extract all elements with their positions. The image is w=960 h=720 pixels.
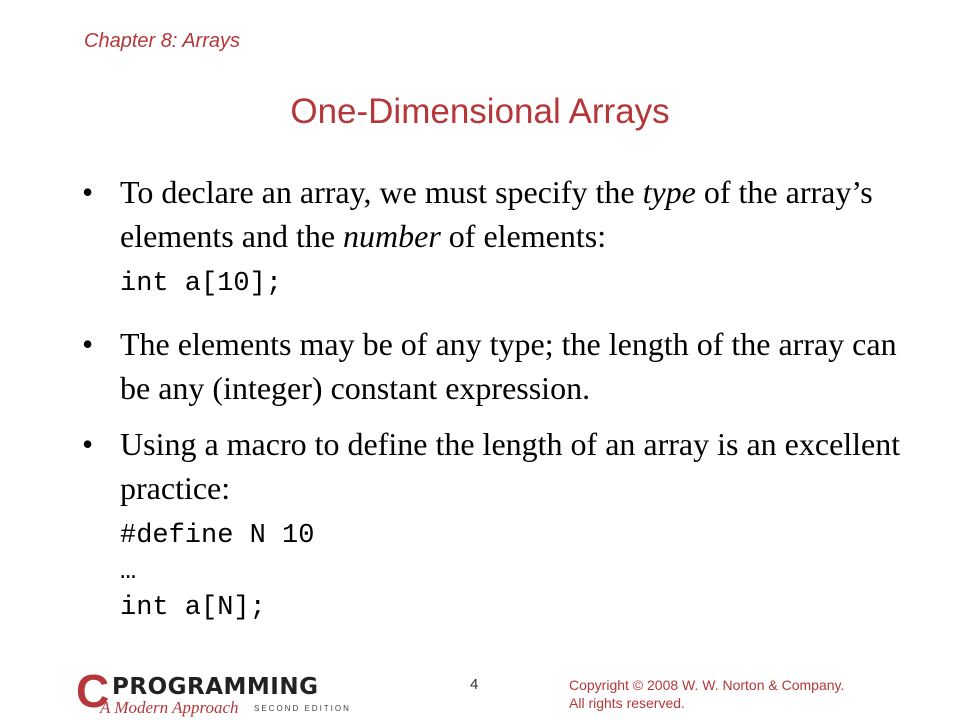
logo-title: PROGRAMMING (112, 674, 319, 700)
bullet-text: To declare an array, we must specify the (120, 174, 643, 210)
code-line-ellipsis: … (120, 557, 137, 587)
code-line-array: int a[N]; (120, 593, 266, 623)
copyright-line: Copyright © 2008 W. W. Norton & Company. (569, 677, 845, 693)
slide-body (82, 170, 912, 626)
bullet-declare-array (82, 170, 912, 258)
bullet-dot: • (82, 326, 94, 362)
bullet-dot: • (82, 426, 94, 462)
bullet-macro-length (82, 422, 912, 510)
logo-subtitle: A Modern Approach (100, 698, 239, 717)
bullet-text: Using a macro to define the length of an array is an excellent practice: (120, 426, 901, 506)
code-line-define: #define N 10 (120, 521, 315, 551)
book-logo (76, 665, 366, 718)
chapter-label: Chapter 8: Arrays (84, 30, 240, 52)
logo-c-letter: C (76, 665, 110, 717)
bullet-text: The elements may be of any type; the length of the array can be any (integer) constant expression. (120, 326, 897, 406)
logo-edition: SECOND EDITION (254, 704, 351, 713)
bullet-text: of the array’s elements and the (120, 174, 873, 254)
slide-title: One-Dimensional Arrays (290, 92, 670, 131)
emphasis-number: number (343, 218, 441, 254)
copyright-line: All rights reserved. (569, 695, 685, 711)
bullet-dot: • (82, 174, 94, 210)
bullet-element-types (82, 322, 912, 410)
emphasis-type: type (642, 174, 696, 210)
copyright-notice (569, 676, 844, 712)
page-number: 4 (470, 676, 479, 693)
bullet-text: of elements: (440, 218, 607, 254)
code-line-declaration: int a[10]; (120, 269, 283, 299)
